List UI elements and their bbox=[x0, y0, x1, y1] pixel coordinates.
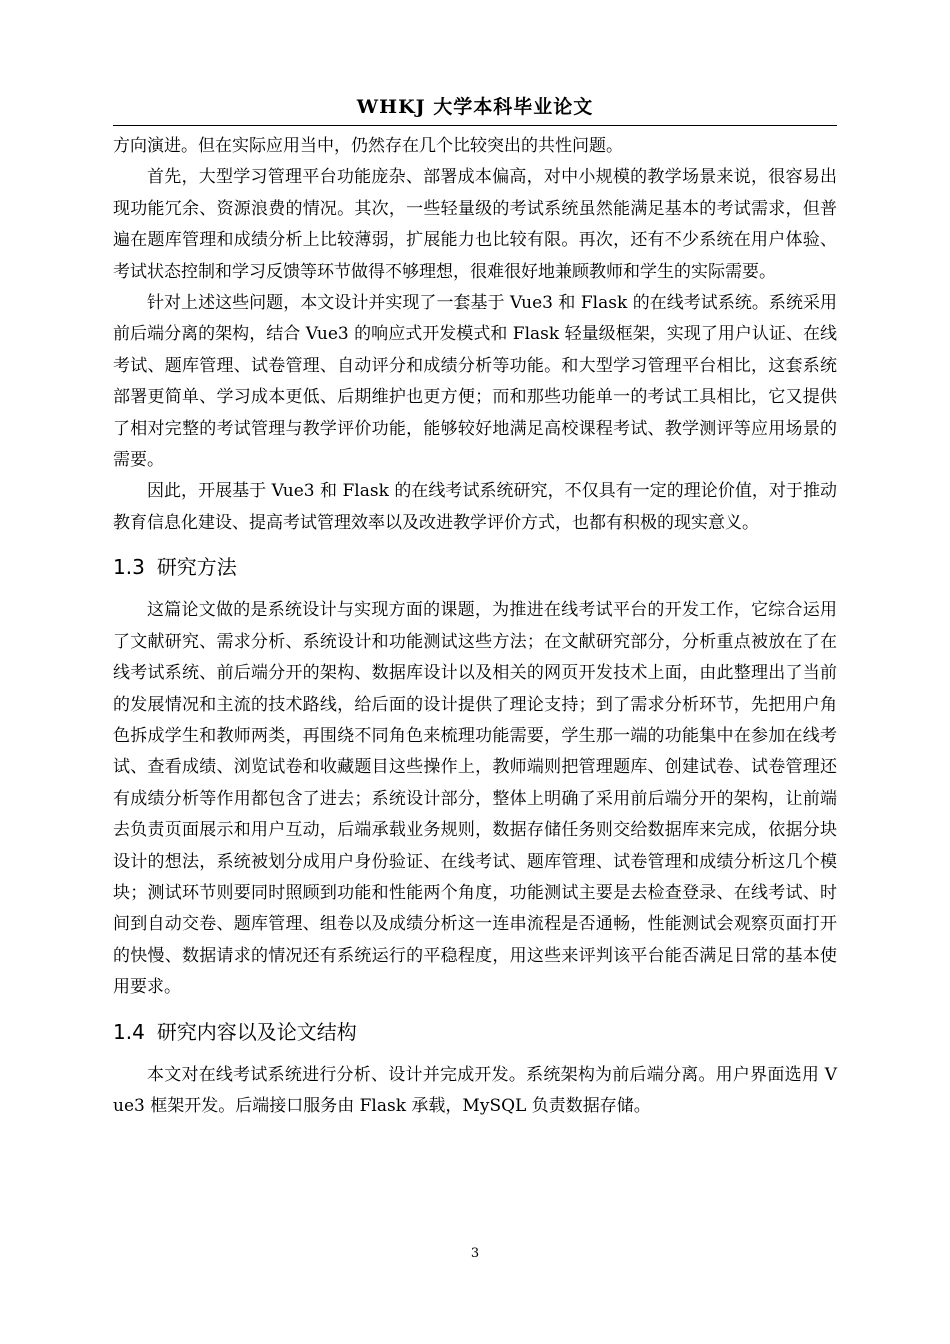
paragraph-problems: 首先，大型学习管理平台功能庞杂、部署成本偏高，对中小规模的教学场景来说，很容易出现功能冗余、资源浪费的情况。其次，一些轻量级的考试系统虽然能满足基本的考试需求，但普遍在题库管理和成绩分析上比较薄弱，扩展能力也比较有限。再次，还有不少系统在用户体验、考试状态控制和学习反馈等环节做得不够理想，很难很好地兼顾教师和学生的实际需要。 bbox=[113, 167, 837, 282]
section-number: 1.3 bbox=[113, 555, 145, 580]
page-number: 3 bbox=[470, 1246, 480, 1261]
paragraph-continued: 方向演进。但在实际应用当中，仍然存在几个比较突出的共性问题。 bbox=[113, 136, 623, 156]
body-text bbox=[113, 131, 837, 1122]
paragraph-research-content: 本文对在线考试系统进行分析、设计并完成开发。系统架构为前后端分离。用户界面选用 Vue3 框架开发。后端接口服务由 Flask 承载，MySQL 负责数据存储。 bbox=[113, 1064, 837, 1116]
paragraph-research-methods: 这篇论文做的是系统设计与实现方面的课题，为推进在线考试平台的开发工作，它综合运用了文献研究、需求分析、系统设计和功能测试这些方法；在文献研究部分，分析重点被放在了在线考试系统、前后端分开的架构、数据库设计以及相关的网页开发技术上面，由此整理出了当前的发展情况和主流的技术路线，给后面的设计提供了理论支持；到了需求分析环节，先把用户角色拆成学生和教师两类，再围绕不同角色来梳理功能需要，学生那一端的功能集中在参加在线考试、查看成绩、浏览试卷和收藏题目这些操作上，教师端则把管理题库、创建试卷、试卷管理还有成绩分析等作用都包含了进去；系统设计部分，整体上明确了采用前后端分开的架构，让前端去负责页面展示和用户互动，后端承载业务规则，数据存储任务则交给数据库来完成，依据分块设计的想法，系统被划分成用户身份验证、在线考试、题库管理、试卷管理和成绩分析这几个模块；测试环节则要同时照顾到功能和性能两个角度，功能测试主要是去检查登录、在线考试、时间到自动交卷、题库管理、组卷以及成绩分析这一连串流程是否通畅，性能测试会观察页面打开的快慢、数据请求的情况还有系统运行的平稳程度，用这些来评判该平台能否满足日常的基本使用要求。 bbox=[113, 600, 837, 998]
section-number: 1.4 bbox=[113, 1019, 145, 1044]
running-header: WHKJ 大学本科毕业论文 bbox=[113, 92, 837, 126]
section-title: 研究内容以及论文结构 bbox=[156, 1019, 357, 1044]
section-heading-research-content bbox=[113, 1012, 837, 1052]
section-heading-research-methods bbox=[113, 547, 837, 587]
paragraph-significance: 因此，开展基于 Vue3 和 Flask 的在线考试系统研究，不仅具有一定的理论价值，对于推动教育信息化建设、提高考试管理效率以及改进教学评价方式，也都有积极的现实意义。 bbox=[113, 481, 837, 533]
section-title: 研究方法 bbox=[156, 555, 237, 580]
paragraph-solution: 针对上述这些问题，本文设计并实现了一套基于 Vue3 和 Flask 的在线考试系统。系统采用前后端分离的架构，结合 Vue3 的响应式开发模式和 Flask 轻量级框架，实现了用户认证、在线考试、题库管理、试卷管理、自动评分和成绩分析等功能。和大型学习管理平台相比，这套系统部署更简单、学习成本更低、后期维护也更方便；而和那些功能单一的考试工具相比，它又提供了相对完整的考试管理与教学评价功能，能够较好地满足高校课程考试、教学测评等应用场景的需要。 bbox=[113, 293, 837, 471]
